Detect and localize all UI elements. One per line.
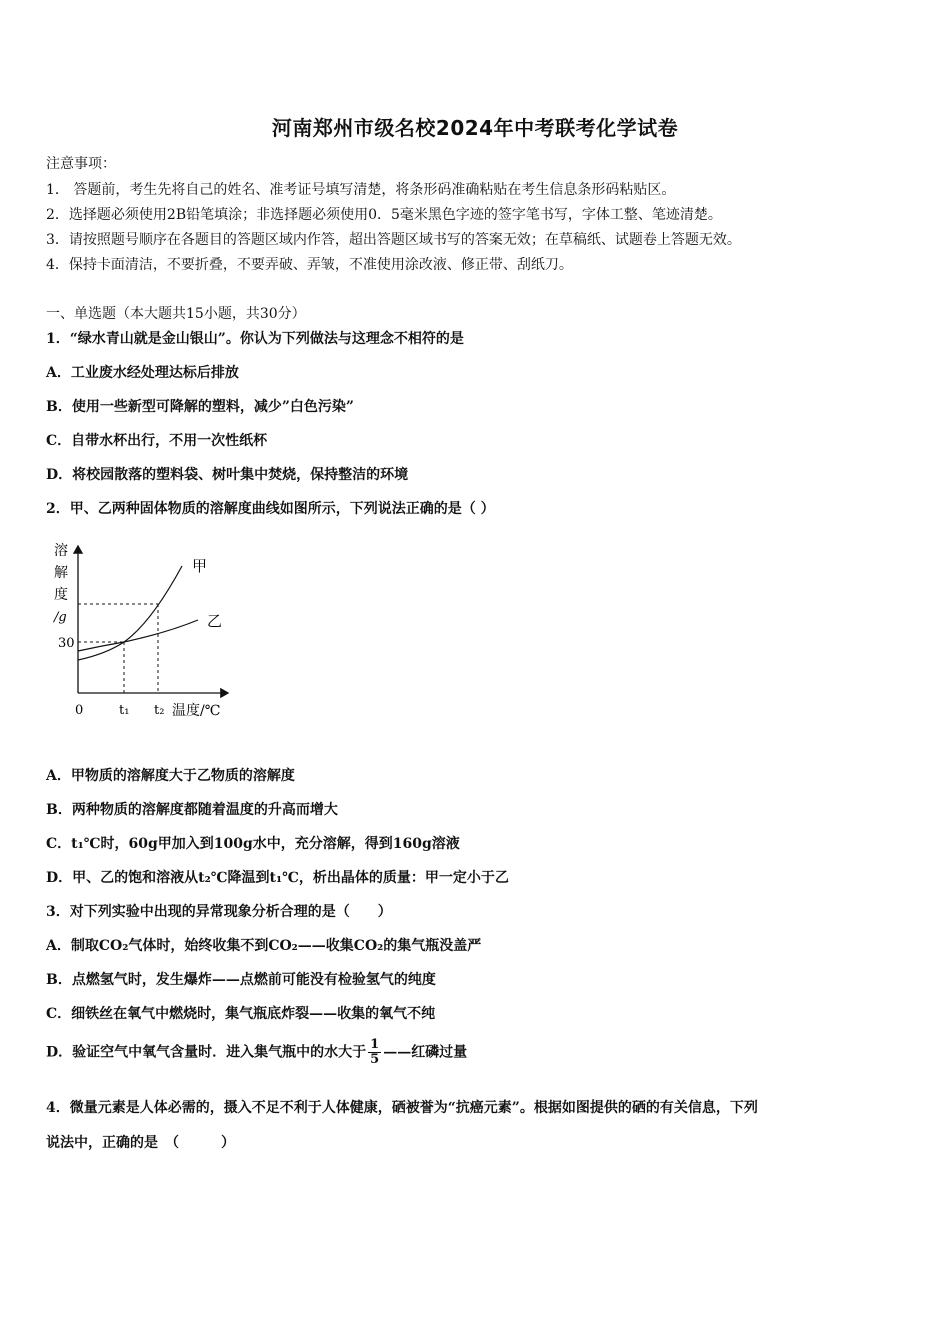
fraction-denominator: 5 (370, 1052, 380, 1067)
fraction (368, 1038, 381, 1067)
notice-item: 1． 答题前，考生先将自己的姓名、准考证号填写清楚，将条形码准确粘贴在考生信息条形码粘贴区。 (46, 182, 676, 198)
question-3-option-d (46, 1038, 467, 1067)
t2-label: t₂ (154, 703, 165, 718)
question-1-option-a: A．工业废水经处理达标后排放 (46, 365, 239, 381)
question-3-option-c: C．细铁丝在氧气中燃烧时，集气瓶底炸裂——收集的氧气不纯 (46, 1006, 436, 1022)
question-2-option-b: B．两种物质的溶解度都随着温度的升高而增大 (46, 802, 338, 818)
notice-item: 4．保持卡面清洁，不要折叠，不要弄破、弄皱，不准使用涂改液、修正带、刮纸刀。 (46, 257, 573, 273)
t1-label: t₁ (119, 703, 130, 718)
question-3-option-b: B．点燃氢气时，发生爆炸——点燃前可能没有检验氢气的纯度 (46, 972, 436, 988)
notice-item: 3．请按照题号顺序在各题目的答题区域内作答，超出答题区域书写的答案无效；在草稿纸、试题卷上答题无效。 (46, 232, 741, 248)
y-label-char: 溶 (54, 543, 68, 559)
fraction-numerator: 1 (370, 1037, 380, 1052)
question-1-option-d: D．将校园散落的塑料袋、树叶集中焚烧，保持整洁的环境 (46, 467, 409, 483)
question-2-option-a: A．甲物质的溶解度大于乙物质的溶解度 (46, 768, 295, 784)
y-label-unit: /g (54, 610, 67, 625)
question-4-line-2: 说法中，正确的是 （ ） (46, 1135, 235, 1151)
solubility-curve-graph (46, 538, 246, 723)
curve-yi (78, 620, 198, 651)
curve-jia (78, 566, 182, 660)
y-tick-30: 30 (58, 636, 75, 651)
notice-item: 2．选择题必须使用2B铅笔填涂；非选择题必须使用0．5毫米黑色字迹的签字笔书写，字体工整、笔迹清楚。 (46, 207, 722, 223)
question-3-option-a: A．制取CO₂气体时，始终收集不到CO₂——收集CO₂的集气瓶没盖严 (46, 938, 482, 954)
y-label-char: 度 (54, 587, 68, 603)
question-2-stem: 2．甲、乙两种固体物质的溶解度曲线如图所示，下列说法正确的是（ ） (46, 501, 495, 517)
question-1-option-b: B．使用一些新型可降解的塑料，减少”白色污染” (46, 399, 354, 415)
origin-label: 0 (75, 703, 84, 718)
curve-yi-label: 乙 (207, 612, 223, 630)
question-1-stem: 1．“绿水青山就是金山银山”。你认为下列做法与这理念不相符的是 (46, 331, 464, 347)
y-label-char: 解 (54, 565, 68, 581)
x-axis-label: 温度/℃ (172, 703, 221, 719)
question-3-stem: 3．对下列实验中出现的异常现象分析合理的是（ ） (46, 904, 392, 920)
notice-heading: 注意事项： (46, 156, 116, 172)
curve-jia-label: 甲 (192, 557, 208, 575)
question-2-option-c: C．t₁℃时，60g甲加入到100g水中，充分溶解，得到160g溶液 (46, 836, 460, 852)
option-d-prefix: D．验证空气中氧气含量时．进入集气瓶中的水大于 (46, 1044, 367, 1061)
question-1-option-c: C．自带水杯出行，不用一次性纸杯 (46, 433, 268, 449)
section-heading: 一、单选题（本大题共15小题，共30分） (46, 306, 306, 322)
question-4-line-1: 4．微量元素是人体必需的，摄入不足不利于人体健康，硒被誉为“抗癌元素”。根据如图提供的硒的有关信息，下列 (46, 1100, 758, 1116)
page-title: 河南郑州市级名校2024年中考联考化学试卷 (271, 116, 679, 140)
option-d-suffix: ——红磷过量 (383, 1044, 468, 1061)
question-2-option-d: D．甲、乙的饱和溶液从t₂℃降温到t₁℃，析出晶体的质量：甲一定小于乙 (46, 870, 509, 886)
